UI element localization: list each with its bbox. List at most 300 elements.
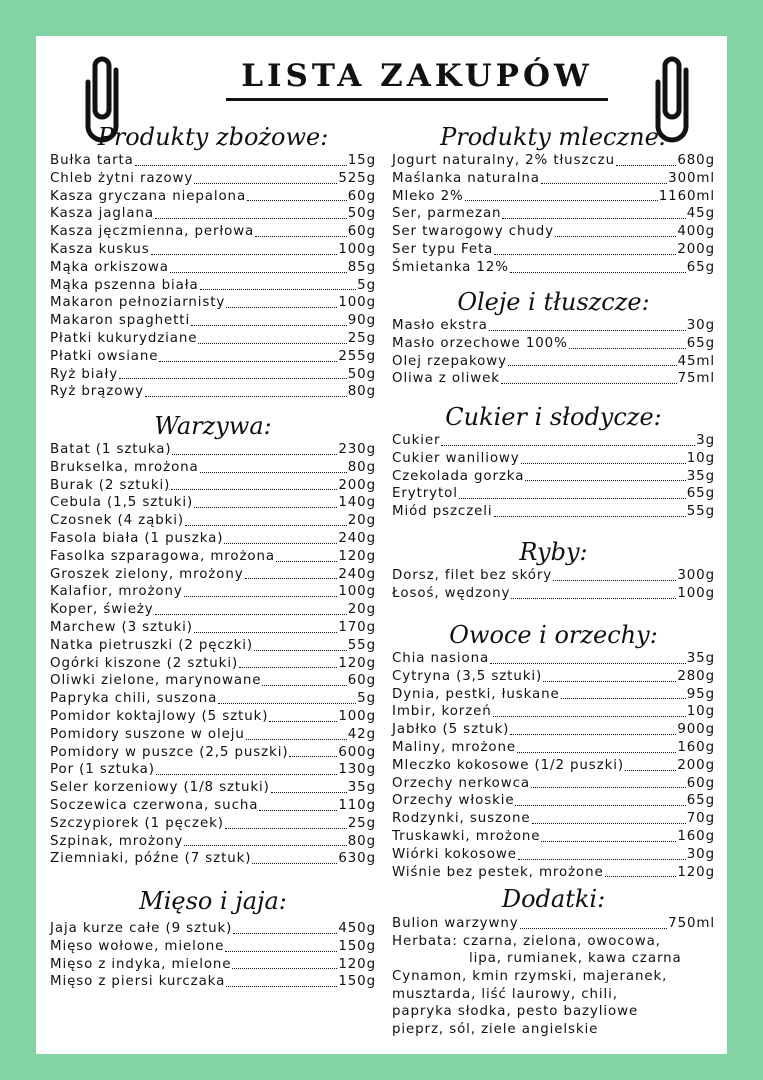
dot-leader [145,396,347,397]
list-item [392,335,715,353]
item-quantity: 120g [338,655,376,671]
list-item [392,567,715,585]
item-name: Kasza jaglana [50,206,154,222]
dot-leader [532,823,686,824]
item-name: Ser typu Feta [392,241,494,257]
item-quantity: 1160ml [658,188,715,204]
dot-leader [465,200,658,201]
item-list [392,152,715,277]
dot-leader [170,272,347,273]
dot-leader [459,498,686,499]
item-list [50,152,376,401]
item-quantity: 400g [677,224,715,240]
list-item [50,205,376,223]
shopping-list-sheet [36,36,727,1054]
item-name: Fasola biała (1 puszka) [50,530,224,546]
dot-leader [494,254,676,255]
list-item [392,757,715,775]
item-quantity: 525g [338,170,376,186]
item-name: Bułka tarta [50,153,134,168]
list-item [392,792,715,810]
item-quantity: 80g [347,384,376,400]
item-quantity: 200g [677,241,715,257]
item-name: Cebula (1,5 sztuki) [50,495,194,511]
item-quantity: 65g [686,259,715,275]
item-name: Chleb żytni razowy [50,170,194,186]
dot-leader [194,183,337,184]
item-name: Kasza jęczmienna, perłowa [50,224,255,240]
item-name: Jogurt naturalny, 2% tłuszczu [392,153,615,168]
dot-leader [185,525,347,526]
list-item [392,846,715,864]
item-name: Mięso wołowe, mielone [50,938,225,954]
dot-leader [541,841,676,842]
item-quantity: 55g [686,504,715,520]
item-quantity: 30g [686,846,715,862]
dot-leader [245,578,338,579]
dot-leader [561,698,686,699]
item-name: Śmietanka 12% [392,259,509,275]
list-item [50,797,376,815]
list-item [50,348,376,366]
spices-line: pieprz, sól, ziele angielskie [392,1021,599,1037]
item-quantity: 100g [338,295,376,311]
item-name: Olej rzepakowy [392,353,507,369]
item-quantity: 75ml [677,371,715,387]
list-item [50,779,376,797]
dot-leader [239,667,337,668]
dot-leader [255,236,347,237]
list-item [50,708,376,726]
item-name: Koper, świeży [50,602,154,618]
item-quantity: 5g [357,277,376,293]
section-extras [392,884,715,1038]
item-name: Natka pietruszki (2 pęczki) [50,637,254,653]
tea-line: Herbata: czarna, zielona, owocowa, [392,933,661,949]
section-heading: Oleje i tłuszcze: [457,288,650,316]
item-quantity: 70g [686,811,715,827]
list-item [392,915,715,933]
item-name: Truskawki, mrożone [392,828,541,844]
dot-leader [119,378,347,379]
dot-leader [191,325,347,326]
item-name: Papryka chili, suszona [50,691,218,707]
list-item [50,726,376,744]
item-quantity: 50g [347,206,376,222]
item-quantity: 35g [686,468,715,484]
item-name: Mięso z indyka, mielone [50,956,232,972]
item-quantity: 90g [347,313,376,329]
item-name: Ser, parmezan [392,206,502,222]
item-quantity: 255g [338,348,376,364]
list-item [392,317,715,335]
item-name: Mąka pszenna biała [50,277,199,293]
item-name: Dynia, pestki, łuskane [392,686,560,702]
item-quantity: 80g [347,833,376,849]
item-name: Burak (2 sztuki) [50,477,171,493]
dot-leader [510,734,676,735]
section-sugar-sweets [392,402,715,521]
item-name: Batat (1 sztuka) [50,442,172,457]
dot-leader [232,968,337,969]
list-item [50,815,376,833]
section-heading: Cukier i słodycze: [445,403,662,431]
list-item [50,494,376,512]
spices-line: papryka słodka, pesto bazyliowe [392,1004,639,1020]
list-item [392,828,715,846]
item-name: Cukier waniliowy [392,450,520,466]
item-name: Kasza kuskus [50,241,150,257]
item-name: Dorsz, filet bez skóry [392,568,553,583]
item-quantity: 300g [677,568,715,583]
spices-line: musztarda, liść laurowy, chili, [392,986,618,1002]
dot-leader [233,933,337,934]
dot-leader [226,307,337,308]
item-name: Makaron spaghetti [50,313,191,329]
dot-leader [194,632,337,633]
dot-leader [262,685,346,686]
item-list [392,567,715,603]
item-quantity: 95g [686,686,715,702]
list-item [392,223,715,241]
dot-leader [271,792,347,793]
item-quantity: 150g [338,974,376,990]
list-item [392,485,715,503]
list-item [50,152,376,170]
dot-leader [156,774,337,775]
item-name: Chia nasiona [392,651,490,666]
list-item [392,668,715,686]
list-item [50,973,376,991]
item-quantity: 80g [347,459,376,475]
dot-leader [200,472,347,473]
dot-leader [246,739,347,740]
list-item [50,312,376,330]
item-quantity: 42g [347,726,376,742]
dot-leader [510,272,686,273]
dot-leader [151,254,338,255]
list-item [50,188,376,206]
item-name: Masło orzechowe 100% [392,335,568,351]
section-fish [392,537,715,603]
dot-leader [517,752,676,753]
list-item [50,441,376,459]
dot-leader [155,218,347,219]
item-name: Imbir, korzeń [392,704,492,720]
list-item [50,920,376,938]
item-quantity: 300ml [668,170,715,186]
dot-leader [511,598,676,599]
dot-leader [518,859,686,860]
section-heading: Produkty zbożowe: [97,123,329,151]
list-item [50,672,376,690]
dot-leader [135,165,347,166]
item-name: Kasza gryczana niepalona [50,188,247,204]
item-name: Szczypiorek (1 pęczek) [50,815,224,831]
list-item [50,459,376,477]
item-quantity: 45g [686,206,715,222]
item-quantity: 630g [338,851,376,867]
list-item [392,170,715,188]
item-quantity: 120g [338,956,376,972]
dot-leader [541,183,667,184]
list-item [50,690,376,708]
dot-leader [226,986,337,987]
item-quantity: 170g [338,619,376,635]
item-quantity: 160g [677,739,715,755]
list-item [50,330,376,348]
item-name: Soczewica czerwona, sucha [50,797,259,813]
item-quantity: 60g [347,188,376,204]
dot-leader [247,200,347,201]
section-heading: Owoce i orzechy: [449,621,658,649]
item-list [392,650,715,881]
dot-leader [569,348,686,349]
item-name: Erytrytol [392,486,458,502]
item-name: Makaron pełnoziarnisty [50,295,226,311]
page-title: LISTA ZAKUPÓW [241,58,593,94]
list-item [392,585,715,603]
section-heading: Dodatki: [501,885,606,913]
item-name: Oliwa z oliwek [392,371,500,387]
list-item [50,383,376,401]
item-quantity: 200g [677,757,715,773]
dot-leader [508,365,677,366]
item-quantity: 65g [686,486,715,502]
item-name: Wiórki kokosowe [392,846,517,862]
item-quantity: 140g [338,495,376,511]
item-quantity: 150g [338,938,376,954]
item-quantity: 60g [686,775,715,791]
item-quantity: 110g [338,797,376,813]
list-item [50,241,376,259]
list-item [50,530,376,548]
list-item [50,223,376,241]
item-name: Bulion warzywny [392,916,519,931]
dot-leader [276,561,337,562]
dot-leader [553,580,676,581]
title-underline [226,98,608,101]
dot-leader [184,596,338,597]
item-name: Czekolada gorzka [392,468,525,484]
list-item [50,170,376,188]
section-heading: Warzywa: [154,412,272,440]
dot-leader [625,770,676,771]
section-meat-eggs [50,886,376,991]
item-name: Groszek zielony, mrożony [50,566,244,582]
dot-leader [254,650,347,651]
dot-leader [490,663,686,664]
list-item [392,810,715,828]
list-item [392,468,715,486]
item-name: Maślanka naturalna [392,170,540,186]
list-item [392,259,715,277]
item-quantity: 20g [347,602,376,618]
item-quantity: 25g [347,815,376,831]
section-heading: Mięso i jaja: [139,887,287,915]
item-name: Oliwki zielone, marynowane [50,673,262,689]
dot-leader [224,543,337,544]
dot-leader [269,721,337,722]
item-name: Jaja kurze całe (9 sztuk) [50,921,233,936]
dot-leader [252,863,337,864]
item-name: Marchew (3 sztuki) [50,619,193,635]
section-vegetables [50,411,376,868]
item-quantity: 280g [677,668,715,684]
tea-line: lipa, rumianek, kawa czarna [469,951,682,967]
dot-leader [172,454,337,455]
section-dairy [392,122,715,277]
list-item [392,188,715,206]
item-quantity: 3g [696,433,715,448]
list-item [50,833,376,851]
item-quantity: 120g [677,864,715,880]
dot-leader [184,845,347,846]
item-list [50,441,376,868]
dot-leader [493,716,686,717]
list-item [50,956,376,974]
list-item [50,850,376,868]
item-quantity: 120g [338,548,376,564]
list-item [392,721,715,739]
item-name: Wiśnie bez pestek, mrożone [392,864,604,880]
item-name: Seler korzeniowy (1/8 sztuki) [50,780,270,796]
item-list [392,432,715,521]
list-item [50,744,376,762]
dot-leader [441,445,695,446]
item-quantity: 20g [347,513,376,529]
item-quantity: 85g [347,259,376,275]
dot-leader [502,218,685,219]
item-quantity: 60g [347,673,376,689]
dot-leader [525,480,685,481]
item-list [50,920,376,991]
dot-leader [531,787,686,788]
dot-leader [521,463,686,464]
item-name: Masło ekstra [392,318,488,333]
list-item [50,477,376,495]
item-quantity: 10g [686,704,715,720]
item-name: Ser twarogowy chudy [392,224,554,240]
item-quantity: 100g [338,241,376,257]
item-name: Fasolka szparagowa, mrożona [50,548,275,564]
list-item [50,366,376,384]
item-name: Płatki kukurydziane [50,330,198,346]
dot-leader [225,951,337,952]
section-heading: Ryby: [519,538,588,566]
item-name: Por (1 sztuka) [50,762,155,778]
list-item [392,650,715,668]
list-item [392,703,715,721]
item-name: Pomidory w puszce (2,5 puszki) [50,744,289,760]
item-list [392,317,715,388]
item-quantity: 240g [338,530,376,546]
list-item [392,370,715,388]
item-name: Jabłko (5 sztuk) [392,722,510,738]
list-item [50,277,376,295]
dot-leader [489,330,686,331]
list-item [392,450,715,468]
dot-leader [198,343,346,344]
list-item [392,353,715,371]
list-item [392,503,715,521]
list-item [392,205,715,223]
section-heading: Produkty mleczne: [440,123,667,151]
dot-leader [520,928,668,929]
item-quantity: 600g [338,744,376,760]
item-quantity: 65g [686,335,715,351]
item-quantity: 10g [686,450,715,466]
item-name: Miód pszczeli [392,504,493,520]
list-item [50,512,376,530]
item-name: Ryż brązowy [50,384,144,400]
section-oils-fats [392,287,715,388]
item-quantity: 750ml [668,916,715,931]
item-quantity: 50g [347,366,376,382]
list-item [392,775,715,793]
list-item [50,938,376,956]
item-quantity: 30g [686,318,715,333]
item-quantity: 55g [347,637,376,653]
item-name: Płatki owsiane [50,348,159,364]
dot-leader [259,810,337,811]
item-quantity: 25g [347,330,376,346]
dot-leader [501,383,677,384]
item-quantity: 130g [338,762,376,778]
dot-leader [194,507,337,508]
list-item [50,294,376,312]
dot-leader [515,805,685,806]
list-item [392,864,715,882]
section-grain-products [50,122,376,401]
item-name: Orzechy nerkowca [392,775,530,791]
item-quantity: 100g [677,585,715,601]
list-item [50,583,376,601]
dot-leader [225,828,347,829]
item-name: Pomidory suszone w oleju [50,726,245,742]
list-item [50,637,376,655]
item-quantity: 60g [347,224,376,240]
item-name: Rodzynki, suszone [392,811,531,827]
item-quantity: 230g [338,442,376,457]
list-item [50,761,376,779]
dot-leader [616,165,676,166]
dot-leader [200,289,357,290]
item-name: Czosnek (4 ząbki) [50,513,185,529]
item-quantity: 65g [686,793,715,809]
item-quantity: 35g [347,780,376,796]
dot-leader [605,876,677,877]
item-name: Orzechy włoskie [392,793,515,809]
list-item [50,601,376,619]
dot-leader [218,703,356,704]
item-name: Cukier [392,433,441,448]
item-name: Mięso z piersi kurczaka [50,974,226,990]
list-item [50,619,376,637]
item-quantity: 160g [677,828,715,844]
item-quantity: 900g [677,722,715,738]
spices-line: Cynamon, kmin rzymski, majeranek, [392,968,668,984]
item-name: Pomidor koktajlowy (5 sztuk) [50,708,269,724]
dot-leader [159,361,337,362]
item-name: Cytryna (3,5 sztuki) [392,668,543,684]
item-name: Mąka orkiszowa [50,259,169,275]
item-name: Kalafior, mrożony [50,584,183,600]
section-fruits-nuts [392,620,715,881]
item-quantity: 200g [338,477,376,493]
dot-leader [155,614,347,615]
item-quantity: 240g [338,566,376,582]
